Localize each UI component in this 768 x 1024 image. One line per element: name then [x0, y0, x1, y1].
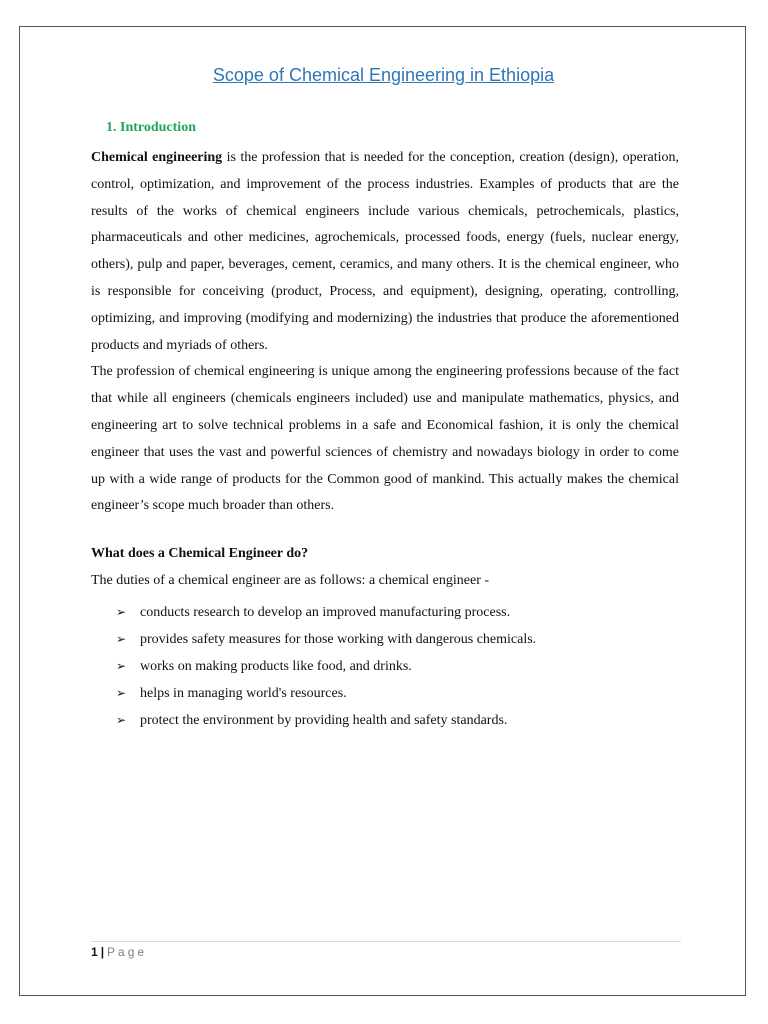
list-item-text: protect the environment by providing health and safety standards.	[140, 713, 508, 728]
list-item	[116, 626, 536, 653]
page-number: 1	[91, 945, 98, 959]
introduction-body	[91, 145, 679, 520]
arrow-bullet-icon: ➢	[116, 605, 127, 619]
arrow-bullet-icon: ➢	[116, 686, 127, 700]
arrow-bullet-icon: ➢	[116, 659, 127, 673]
page-label: Page	[107, 945, 148, 959]
list-item	[116, 680, 536, 707]
footer-separator: |	[100, 945, 105, 959]
paragraph-1-text: is the profession that is needed for the conception, creation (design), operation, control, optimization, and improvement of the process industries. Examples of products that are the results of the works of chemical engineers include various chemicals, petrochemicals, plastics, pharmaceuticals and other medicines, agrochemicals, processed foods, energy (fuels, nuclear energy, others), pulp and paper, beverages, cement, ceramics, and many others. It is the chemical engineer, who is responsible for conceiving (product, Process, and equipment), designing, operating, controlling, optimizing, and improving (modifying and modernizing) the industries that produce the aforementioned products and myriads of others.	[91, 150, 679, 353]
page-footer	[91, 945, 147, 959]
list-item	[116, 707, 536, 734]
paragraph-1	[91, 145, 679, 359]
list-item-text: works on making products like food, and drinks.	[140, 659, 412, 674]
list-item	[116, 599, 536, 626]
list-item-text: helps in managing world's resources.	[140, 686, 347, 701]
document-title: Scope of Chemical Engineering in Ethiopia	[212, 65, 555, 85]
duties-intro: The duties of a chemical engineer are as follows: a chemical engineer -	[91, 573, 490, 588]
section-heading-introduction: 1. Introduction	[106, 120, 196, 135]
subheading-duties: What does a Chemical Engineer do?	[91, 546, 309, 561]
list-item	[116, 653, 536, 680]
duties-list	[116, 599, 536, 734]
paragraph-1-lead: Chemical engineering	[91, 150, 223, 165]
footer-divider	[91, 941, 681, 942]
list-item-text: conducts research to develop an improved manufacturing process.	[140, 605, 511, 620]
paragraph-2: The profession of chemical engineering is unique among the engineering professions because of the fact that while all engineers (chemicals engineers included) use and manipulate mathematics, physics, and engineering art to solve technical problems in a safe and Economical fashion, it is only the chemical engineer that uses the vast and powerful sciences of chemistry and nowadays biology in order to come up with a wide range of products for the Common good of mankind. This actually makes the chemical engineer’s scope much broader than others.	[91, 364, 679, 514]
arrow-bullet-icon: ➢	[116, 632, 127, 646]
list-item-text: provides safety measures for those working with dangerous chemicals.	[140, 632, 537, 647]
document-page	[19, 26, 746, 996]
arrow-bullet-icon: ➢	[116, 713, 127, 727]
